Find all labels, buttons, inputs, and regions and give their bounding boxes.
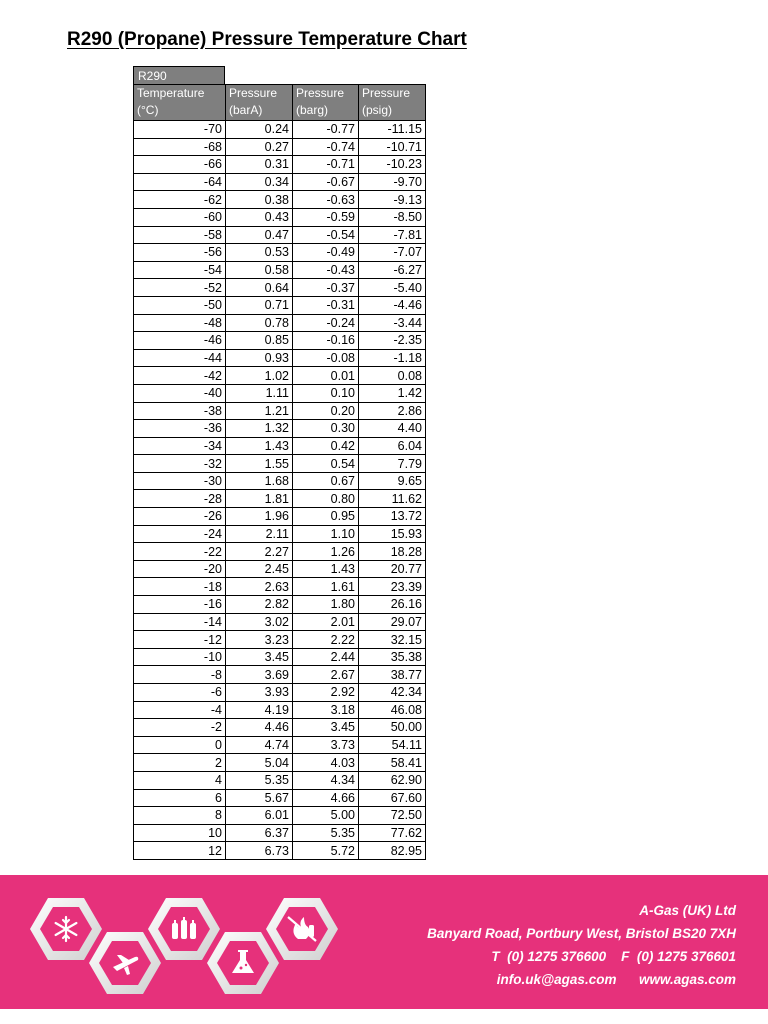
cell-pressure-barg: -0.63 [293, 191, 359, 209]
table-row [134, 437, 426, 455]
cell-pressure-barg: 2.67 [293, 666, 359, 684]
cell-temperature: -16 [134, 596, 226, 614]
table-row [134, 349, 426, 367]
cell-pressure-barg: -0.16 [293, 332, 359, 350]
cell-pressure-psig: 67.60 [359, 789, 426, 807]
column-header-pressure-barg [293, 85, 359, 121]
cell-pressure-bara: 1.55 [226, 455, 293, 473]
cell-pressure-barg: 1.61 [293, 578, 359, 596]
cell-pressure-bara: 0.58 [226, 261, 293, 279]
data-table [133, 84, 426, 860]
cell-pressure-barg: 0.80 [293, 490, 359, 508]
cell-pressure-bara: 3.93 [226, 684, 293, 702]
cell-temperature: -54 [134, 261, 226, 279]
cell-pressure-barg: -0.54 [293, 226, 359, 244]
table-row [134, 490, 426, 508]
cell-pressure-psig: 82.95 [359, 842, 426, 860]
cell-pressure-barg: 1.80 [293, 596, 359, 614]
cell-pressure-bara: 0.78 [226, 314, 293, 332]
plane-hexagon [89, 932, 161, 994]
table-row [134, 736, 426, 754]
cell-temperature: 2 [134, 754, 226, 772]
company-name: A-Gas (UK) Ltd [639, 903, 736, 918]
cell-pressure-bara: 0.43 [226, 208, 293, 226]
cell-temperature: -46 [134, 332, 226, 350]
cell-pressure-barg: -0.77 [293, 121, 359, 139]
cell-pressure-bara: 3.45 [226, 648, 293, 666]
column-header-line: Pressure [229, 86, 278, 100]
cell-pressure-bara: 6.01 [226, 807, 293, 825]
cell-pressure-barg: -0.43 [293, 261, 359, 279]
cell-pressure-psig: 11.62 [359, 490, 426, 508]
cell-temperature: -52 [134, 279, 226, 297]
cell-temperature: -32 [134, 455, 226, 473]
table-row [134, 121, 426, 139]
cell-pressure-psig: -8.50 [359, 208, 426, 226]
cell-pressure-barg: 0.20 [293, 402, 359, 420]
cell-pressure-bara: 0.24 [226, 121, 293, 139]
cell-pressure-barg: -0.67 [293, 173, 359, 191]
table-row [134, 771, 426, 789]
table-row [134, 244, 426, 262]
cell-pressure-barg: 0.10 [293, 384, 359, 402]
cell-pressure-psig: 50.00 [359, 719, 426, 737]
cell-pressure-bara: 1.68 [226, 472, 293, 490]
cell-pressure-barg: -0.24 [293, 314, 359, 332]
table-row [134, 208, 426, 226]
cell-pressure-psig: -10.23 [359, 156, 426, 174]
cell-pressure-psig: -9.70 [359, 173, 426, 191]
page-title: R290 (Propane) Pressure Temperature Chart [67, 29, 467, 50]
cell-pressure-bara: 0.71 [226, 296, 293, 314]
column-header-line: Temperature [137, 86, 205, 100]
table-row [134, 560, 426, 578]
cell-pressure-barg: -0.08 [293, 349, 359, 367]
table-row [134, 701, 426, 719]
cell-pressure-barg: 0.42 [293, 437, 359, 455]
cell-pressure-psig: 2.86 [359, 402, 426, 420]
cell-pressure-bara: 0.47 [226, 226, 293, 244]
table-row [134, 543, 426, 561]
table-row [134, 455, 426, 473]
table-row [134, 578, 426, 596]
cell-temperature: -26 [134, 508, 226, 526]
cell-pressure-bara: 1.11 [226, 384, 293, 402]
cell-pressure-psig: -1.18 [359, 349, 426, 367]
cell-pressure-bara: 4.46 [226, 719, 293, 737]
column-header-pressure-bara [226, 85, 293, 121]
cell-pressure-bara: 2.27 [226, 543, 293, 561]
company-email-web: info.uk@agas.com www.agas.com [496, 972, 736, 987]
pressure-temperature-table [133, 66, 425, 860]
cell-temperature: -12 [134, 631, 226, 649]
cell-pressure-bara: 1.21 [226, 402, 293, 420]
table-row [134, 261, 426, 279]
snowflake-hexagon [30, 898, 102, 960]
cell-pressure-bara: 6.37 [226, 824, 293, 842]
cell-pressure-barg: 4.03 [293, 754, 359, 772]
cell-pressure-barg: 5.00 [293, 807, 359, 825]
cell-pressure-psig: 20.77 [359, 560, 426, 578]
cell-pressure-psig: 62.90 [359, 771, 426, 789]
cell-pressure-psig: 0.08 [359, 367, 426, 385]
cell-pressure-psig: -3.44 [359, 314, 426, 332]
cell-pressure-bara: 2.45 [226, 560, 293, 578]
cell-pressure-psig: -9.13 [359, 191, 426, 209]
cell-pressure-psig: 54.11 [359, 736, 426, 754]
cell-pressure-psig: 15.93 [359, 525, 426, 543]
cell-pressure-psig: 9.65 [359, 472, 426, 490]
column-header-unit: (barA) [229, 103, 263, 117]
table-row [134, 226, 426, 244]
cell-temperature: -28 [134, 490, 226, 508]
column-header-unit: (psig) [362, 103, 393, 117]
company-phone-fax: T (0) 1275 376600 F (0) 1275 376601 [491, 949, 736, 964]
cell-pressure-psig: 4.40 [359, 420, 426, 438]
table-row [134, 824, 426, 842]
table-row [134, 508, 426, 526]
cell-pressure-psig: 32.15 [359, 631, 426, 649]
cell-temperature: -44 [134, 349, 226, 367]
cell-pressure-bara: 0.53 [226, 244, 293, 262]
table-row [134, 648, 426, 666]
cell-temperature: -8 [134, 666, 226, 684]
cell-pressure-psig: 46.08 [359, 701, 426, 719]
cell-pressure-psig: 7.79 [359, 455, 426, 473]
cell-temperature: -24 [134, 525, 226, 543]
cell-pressure-bara: 2.11 [226, 525, 293, 543]
gas-cylinders-icon [172, 917, 196, 939]
cell-pressure-barg: 3.18 [293, 701, 359, 719]
cell-pressure-barg: 4.66 [293, 789, 359, 807]
table-row [134, 138, 426, 156]
cell-pressure-psig: 13.72 [359, 508, 426, 526]
table-row [134, 420, 426, 438]
table-row [134, 613, 426, 631]
cell-pressure-psig: -6.27 [359, 261, 426, 279]
cell-pressure-bara: 5.35 [226, 771, 293, 789]
table-row [134, 754, 426, 772]
cell-temperature: -20 [134, 560, 226, 578]
cell-pressure-psig: 18.28 [359, 543, 426, 561]
cell-pressure-bara: 0.31 [226, 156, 293, 174]
cell-pressure-barg: -0.59 [293, 208, 359, 226]
cell-pressure-bara: 1.96 [226, 508, 293, 526]
cell-pressure-barg: 1.10 [293, 525, 359, 543]
cell-pressure-barg: -0.37 [293, 279, 359, 297]
cell-pressure-psig: 35.38 [359, 648, 426, 666]
cell-pressure-bara: 0.93 [226, 349, 293, 367]
cell-pressure-barg: -0.71 [293, 156, 359, 174]
cell-pressure-psig: -11.15 [359, 121, 426, 139]
cell-pressure-barg: 0.30 [293, 420, 359, 438]
table-row [134, 789, 426, 807]
cell-temperature: -6 [134, 684, 226, 702]
cell-temperature: -64 [134, 173, 226, 191]
cell-pressure-bara: 1.81 [226, 490, 293, 508]
cell-pressure-psig: -4.46 [359, 296, 426, 314]
cell-temperature: -34 [134, 437, 226, 455]
cell-pressure-psig: -7.81 [359, 226, 426, 244]
table-row [134, 367, 426, 385]
cell-pressure-psig: 38.77 [359, 666, 426, 684]
cell-temperature: -2 [134, 719, 226, 737]
cell-pressure-barg: -0.31 [293, 296, 359, 314]
cell-temperature: -36 [134, 420, 226, 438]
cell-pressure-psig: 42.34 [359, 684, 426, 702]
cell-pressure-bara: 2.63 [226, 578, 293, 596]
cell-temperature: -50 [134, 296, 226, 314]
table-row [134, 296, 426, 314]
cell-temperature: -42 [134, 367, 226, 385]
table-row [134, 807, 426, 825]
column-header-unit: (barg) [296, 103, 329, 117]
table-row [134, 684, 426, 702]
cell-pressure-barg: 0.01 [293, 367, 359, 385]
table-row [134, 472, 426, 490]
cell-pressure-bara: 4.19 [226, 701, 293, 719]
cell-pressure-barg: -0.74 [293, 138, 359, 156]
cell-temperature: -14 [134, 613, 226, 631]
cell-pressure-bara: 4.74 [226, 736, 293, 754]
table-row [134, 173, 426, 191]
cell-pressure-barg: 2.44 [293, 648, 359, 666]
cell-pressure-barg: 3.73 [293, 736, 359, 754]
table-row [134, 314, 426, 332]
table-row [134, 279, 426, 297]
cell-temperature: -22 [134, 543, 226, 561]
cell-pressure-bara: 1.02 [226, 367, 293, 385]
cell-temperature: -18 [134, 578, 226, 596]
cell-temperature: -10 [134, 648, 226, 666]
cell-temperature: -38 [134, 402, 226, 420]
cell-pressure-barg: 5.72 [293, 842, 359, 860]
cell-temperature: 12 [134, 842, 226, 860]
column-header-pressure-psig [359, 85, 426, 121]
cell-pressure-psig: 58.41 [359, 754, 426, 772]
cell-temperature: 0 [134, 736, 226, 754]
cell-pressure-bara: 0.38 [226, 191, 293, 209]
cell-pressure-psig: 29.07 [359, 613, 426, 631]
column-header-line: Pressure [362, 86, 411, 100]
cell-pressure-bara: 5.04 [226, 754, 293, 772]
table-row [134, 631, 426, 649]
table-body [134, 121, 426, 860]
table-row [134, 384, 426, 402]
cell-temperature: -58 [134, 226, 226, 244]
cell-temperature: -4 [134, 701, 226, 719]
cell-pressure-psig: 26.16 [359, 596, 426, 614]
cell-temperature: -70 [134, 121, 226, 139]
cell-pressure-barg: 0.54 [293, 455, 359, 473]
table-row [134, 842, 426, 860]
product-hexagons [20, 881, 360, 1009]
cell-pressure-bara: 5.67 [226, 789, 293, 807]
cell-pressure-bara: 3.02 [226, 613, 293, 631]
cell-pressure-psig: 23.39 [359, 578, 426, 596]
header-row [134, 85, 426, 121]
cell-pressure-barg: 5.35 [293, 824, 359, 842]
cell-pressure-psig: -5.40 [359, 279, 426, 297]
cell-temperature: -30 [134, 472, 226, 490]
cell-pressure-bara: 3.23 [226, 631, 293, 649]
table-row [134, 332, 426, 350]
company-address: Banyard Road, Portbury West, Bristol BS20 7XH [427, 926, 736, 941]
cell-pressure-bara: 1.43 [226, 437, 293, 455]
table-row [134, 525, 426, 543]
cell-temperature: -56 [134, 244, 226, 262]
cell-temperature: -48 [134, 314, 226, 332]
cell-pressure-barg: -0.49 [293, 244, 359, 262]
cell-temperature: -62 [134, 191, 226, 209]
cell-pressure-bara: 6.73 [226, 842, 293, 860]
flask-hexagon [207, 932, 279, 994]
cell-pressure-barg: 4.34 [293, 771, 359, 789]
cell-temperature: 8 [134, 807, 226, 825]
cell-pressure-bara: 0.27 [226, 138, 293, 156]
cell-pressure-barg: 2.22 [293, 631, 359, 649]
cell-pressure-bara: 1.32 [226, 420, 293, 438]
cell-temperature: 10 [134, 824, 226, 842]
cell-pressure-barg: 1.43 [293, 560, 359, 578]
table-row [134, 156, 426, 174]
cell-pressure-bara: 0.85 [226, 332, 293, 350]
cell-temperature: 6 [134, 789, 226, 807]
column-header-unit: (°C) [137, 103, 159, 117]
cell-pressure-bara: 0.64 [226, 279, 293, 297]
cell-temperature: 4 [134, 771, 226, 789]
cell-pressure-psig: -2.35 [359, 332, 426, 350]
cell-pressure-bara: 2.82 [226, 596, 293, 614]
cell-pressure-barg: 0.95 [293, 508, 359, 526]
cell-temperature: -40 [134, 384, 226, 402]
cell-temperature: -68 [134, 138, 226, 156]
cell-pressure-psig: -7.07 [359, 244, 426, 262]
cell-pressure-psig: -10.71 [359, 138, 426, 156]
cell-pressure-barg: 0.67 [293, 472, 359, 490]
cell-pressure-bara: 0.34 [226, 173, 293, 191]
cell-temperature: -60 [134, 208, 226, 226]
cell-pressure-barg: 3.45 [293, 719, 359, 737]
cell-pressure-psig: 77.62 [359, 824, 426, 842]
table-row [134, 191, 426, 209]
cell-pressure-barg: 2.92 [293, 684, 359, 702]
cell-pressure-psig: 72.50 [359, 807, 426, 825]
cell-pressure-psig: 1.42 [359, 384, 426, 402]
cell-pressure-barg: 1.26 [293, 543, 359, 561]
table-row [134, 402, 426, 420]
refrigerant-tag: R290 [133, 66, 225, 84]
fire-hexagon [266, 898, 338, 960]
column-header-temperature [134, 85, 226, 121]
table-row [134, 596, 426, 614]
footer-band [0, 875, 768, 1009]
column-header-line: Pressure [296, 86, 345, 100]
table-row [134, 666, 426, 684]
cylinders-hexagon [148, 898, 220, 960]
company-contact [427, 899, 736, 991]
cell-pressure-psig: 6.04 [359, 437, 426, 455]
table-row [134, 719, 426, 737]
cell-pressure-bara: 3.69 [226, 666, 293, 684]
cell-temperature: -66 [134, 156, 226, 174]
cell-pressure-barg: 2.01 [293, 613, 359, 631]
